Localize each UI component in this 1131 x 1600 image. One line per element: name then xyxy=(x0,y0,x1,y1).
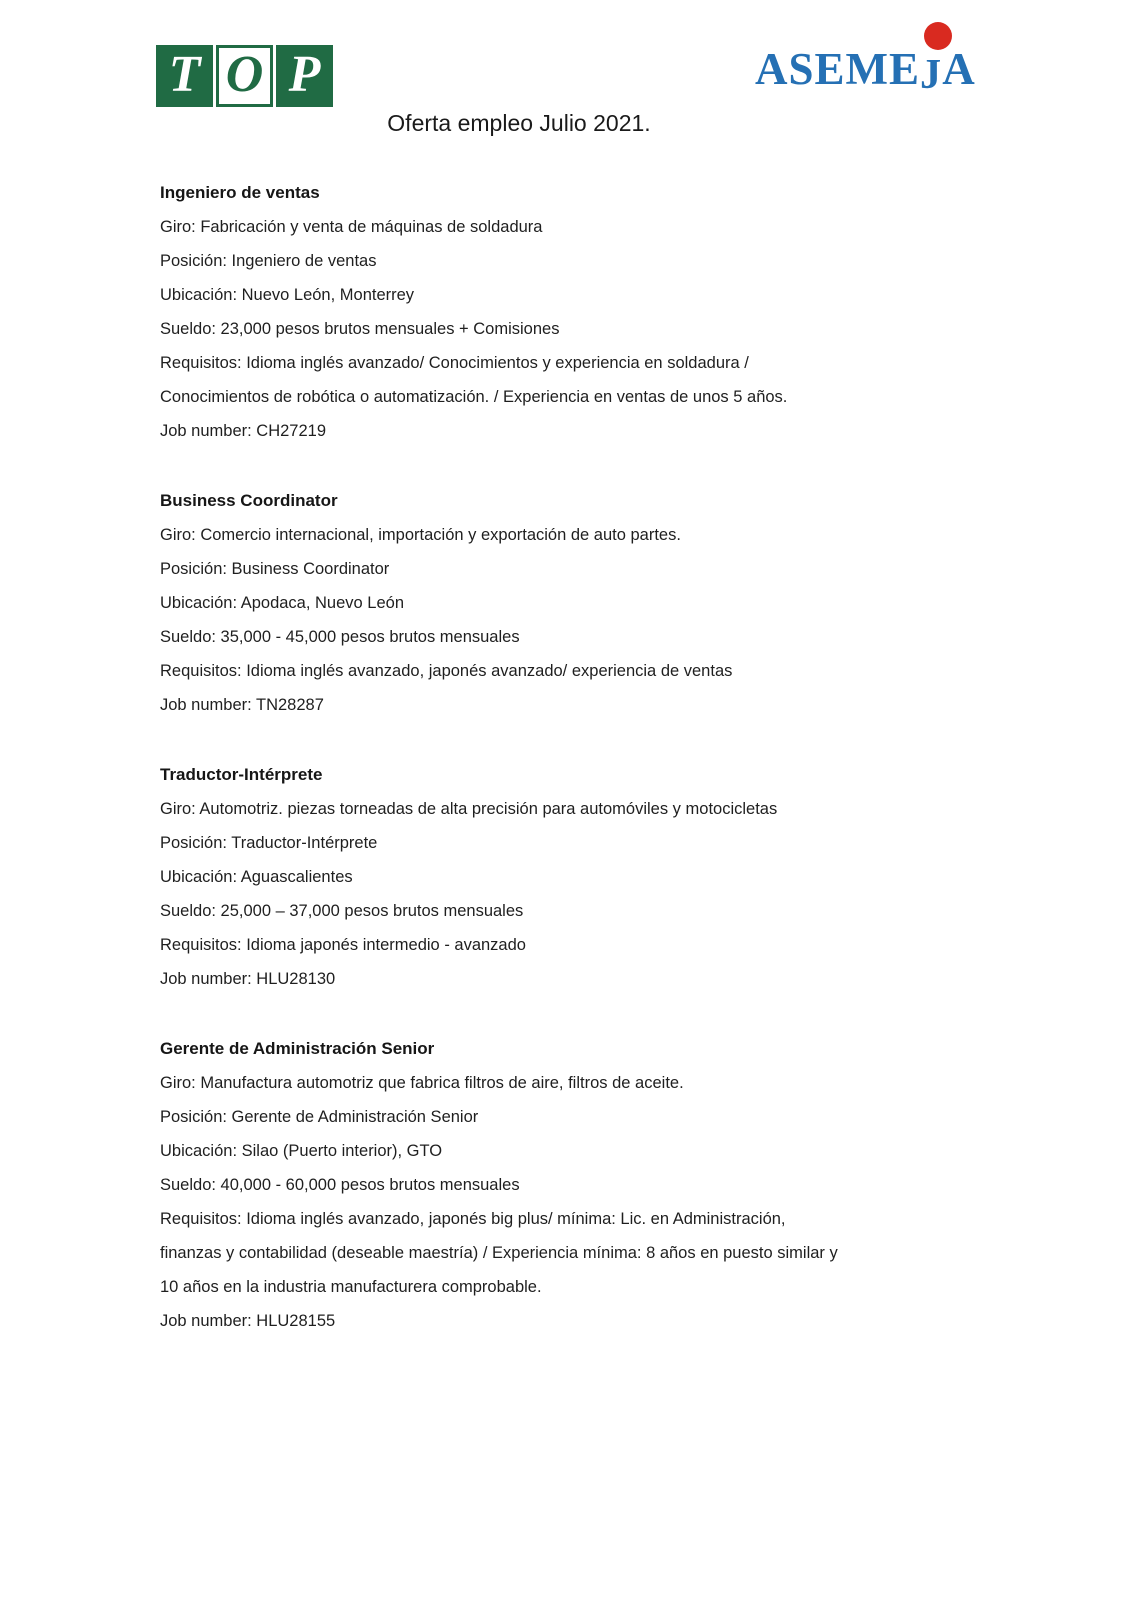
job-section-business-coordinator xyxy=(160,484,1110,722)
job-heading: Traductor-Intérprete xyxy=(160,765,323,784)
job-line-giro: Giro: Comercio internacional, importación y exportación de auto partes. xyxy=(160,526,681,544)
job-line-job-number: Job number: HLU28155 xyxy=(160,1312,336,1330)
job-line-posicion: Posición: Business Coordinator xyxy=(160,560,390,578)
job-line-posicion: Posición: Ingeniero de ventas xyxy=(160,252,377,270)
job-section-ingeniero-de-ventas xyxy=(160,176,1110,448)
top-logo xyxy=(156,45,333,107)
job-section-gerente-administracion-senior xyxy=(160,1032,1110,1338)
asemeja-text-left: ASEME xyxy=(755,44,921,94)
top-logo-letter-p: P xyxy=(276,45,333,107)
job-line-requisitos: Requisitos: Idioma japonés intermedio - avanzado xyxy=(160,936,526,954)
job-heading: Business Coordinator xyxy=(160,491,338,510)
job-line-requisitos-cont: Conocimientos de robótica o automatización. / Experiencia en ventas de unos 5 años. xyxy=(160,388,788,406)
job-line-posicion: Posición: Traductor-Intérprete xyxy=(160,834,378,852)
job-line-giro: Giro: Fabricación y venta de máquinas de soldadura xyxy=(160,218,543,236)
job-line-requisitos: Requisitos: Idioma inglés avanzado/ Conocimientos y experiencia en soldadura / xyxy=(160,354,749,372)
job-heading: Gerente de Administración Senior xyxy=(160,1039,435,1058)
job-line-sueldo: Sueldo: 25,000 – 37,000 pesos brutos mensuales xyxy=(160,902,524,920)
job-line-ubicacion: Ubicación: Silao (Puerto interior), GTO xyxy=(160,1142,443,1160)
job-line-giro: Giro: Manufactura automotriz que fabrica filtros de aire, filtros de aceite. xyxy=(160,1074,684,1092)
job-line-ubicacion: Ubicación: Nuevo León, Monterrey xyxy=(160,286,415,304)
job-section-traductor-interprete xyxy=(160,758,1110,996)
job-line-job-number: Job number: HLU28130 xyxy=(160,970,336,988)
job-line-sueldo: Sueldo: 40,000 - 60,000 pesos brutos mensuales xyxy=(160,1176,520,1194)
page-title: Oferta empleo Julio 2021. xyxy=(387,110,651,136)
job-listings xyxy=(160,176,1110,1338)
job-line-job-number: Job number: TN28287 xyxy=(160,696,324,714)
asemeja-logo xyxy=(755,44,976,96)
asemeja-letter-j: J xyxy=(920,44,942,96)
job-heading: Ingeniero de ventas xyxy=(160,183,320,202)
asemeja-red-dot-icon xyxy=(924,22,952,50)
job-line-requisitos-cont: finanzas y contabilidad (deseable maestría) / Experiencia mínima: 8 años en puesto similar y xyxy=(160,1244,838,1262)
job-line-giro: Giro: Automotriz. piezas torneadas de alta precisión para automóviles y motocicletas xyxy=(160,800,778,818)
job-line-sueldo: Sueldo: 35,000 - 45,000 pesos brutos mensuales xyxy=(160,628,520,646)
job-line-ubicacion: Ubicación: Aguascalientes xyxy=(160,868,353,886)
job-line-requisitos: Requisitos: Idioma inglés avanzado, japonés big plus/ mínima: Lic. en Administración, xyxy=(160,1210,786,1228)
top-logo-letter-o: O xyxy=(216,45,273,107)
job-line-sueldo: Sueldo: 23,000 pesos brutos mensuales + Comisiones xyxy=(160,320,560,338)
top-logo-letter-t: T xyxy=(156,45,213,107)
job-line-job-number: Job number: CH27219 xyxy=(160,422,327,440)
asemeja-text-right: A xyxy=(942,44,976,94)
job-line-requisitos-cont2: 10 años en la industria manufacturera comprobable. xyxy=(160,1278,542,1296)
job-line-requisitos: Requisitos: Idioma inglés avanzado, japonés avanzado/ experiencia de ventas xyxy=(160,662,733,680)
job-line-ubicacion: Ubicación: Apodaca, Nuevo León xyxy=(160,594,405,612)
job-line-posicion: Posición: Gerente de Administración Senior xyxy=(160,1108,479,1126)
